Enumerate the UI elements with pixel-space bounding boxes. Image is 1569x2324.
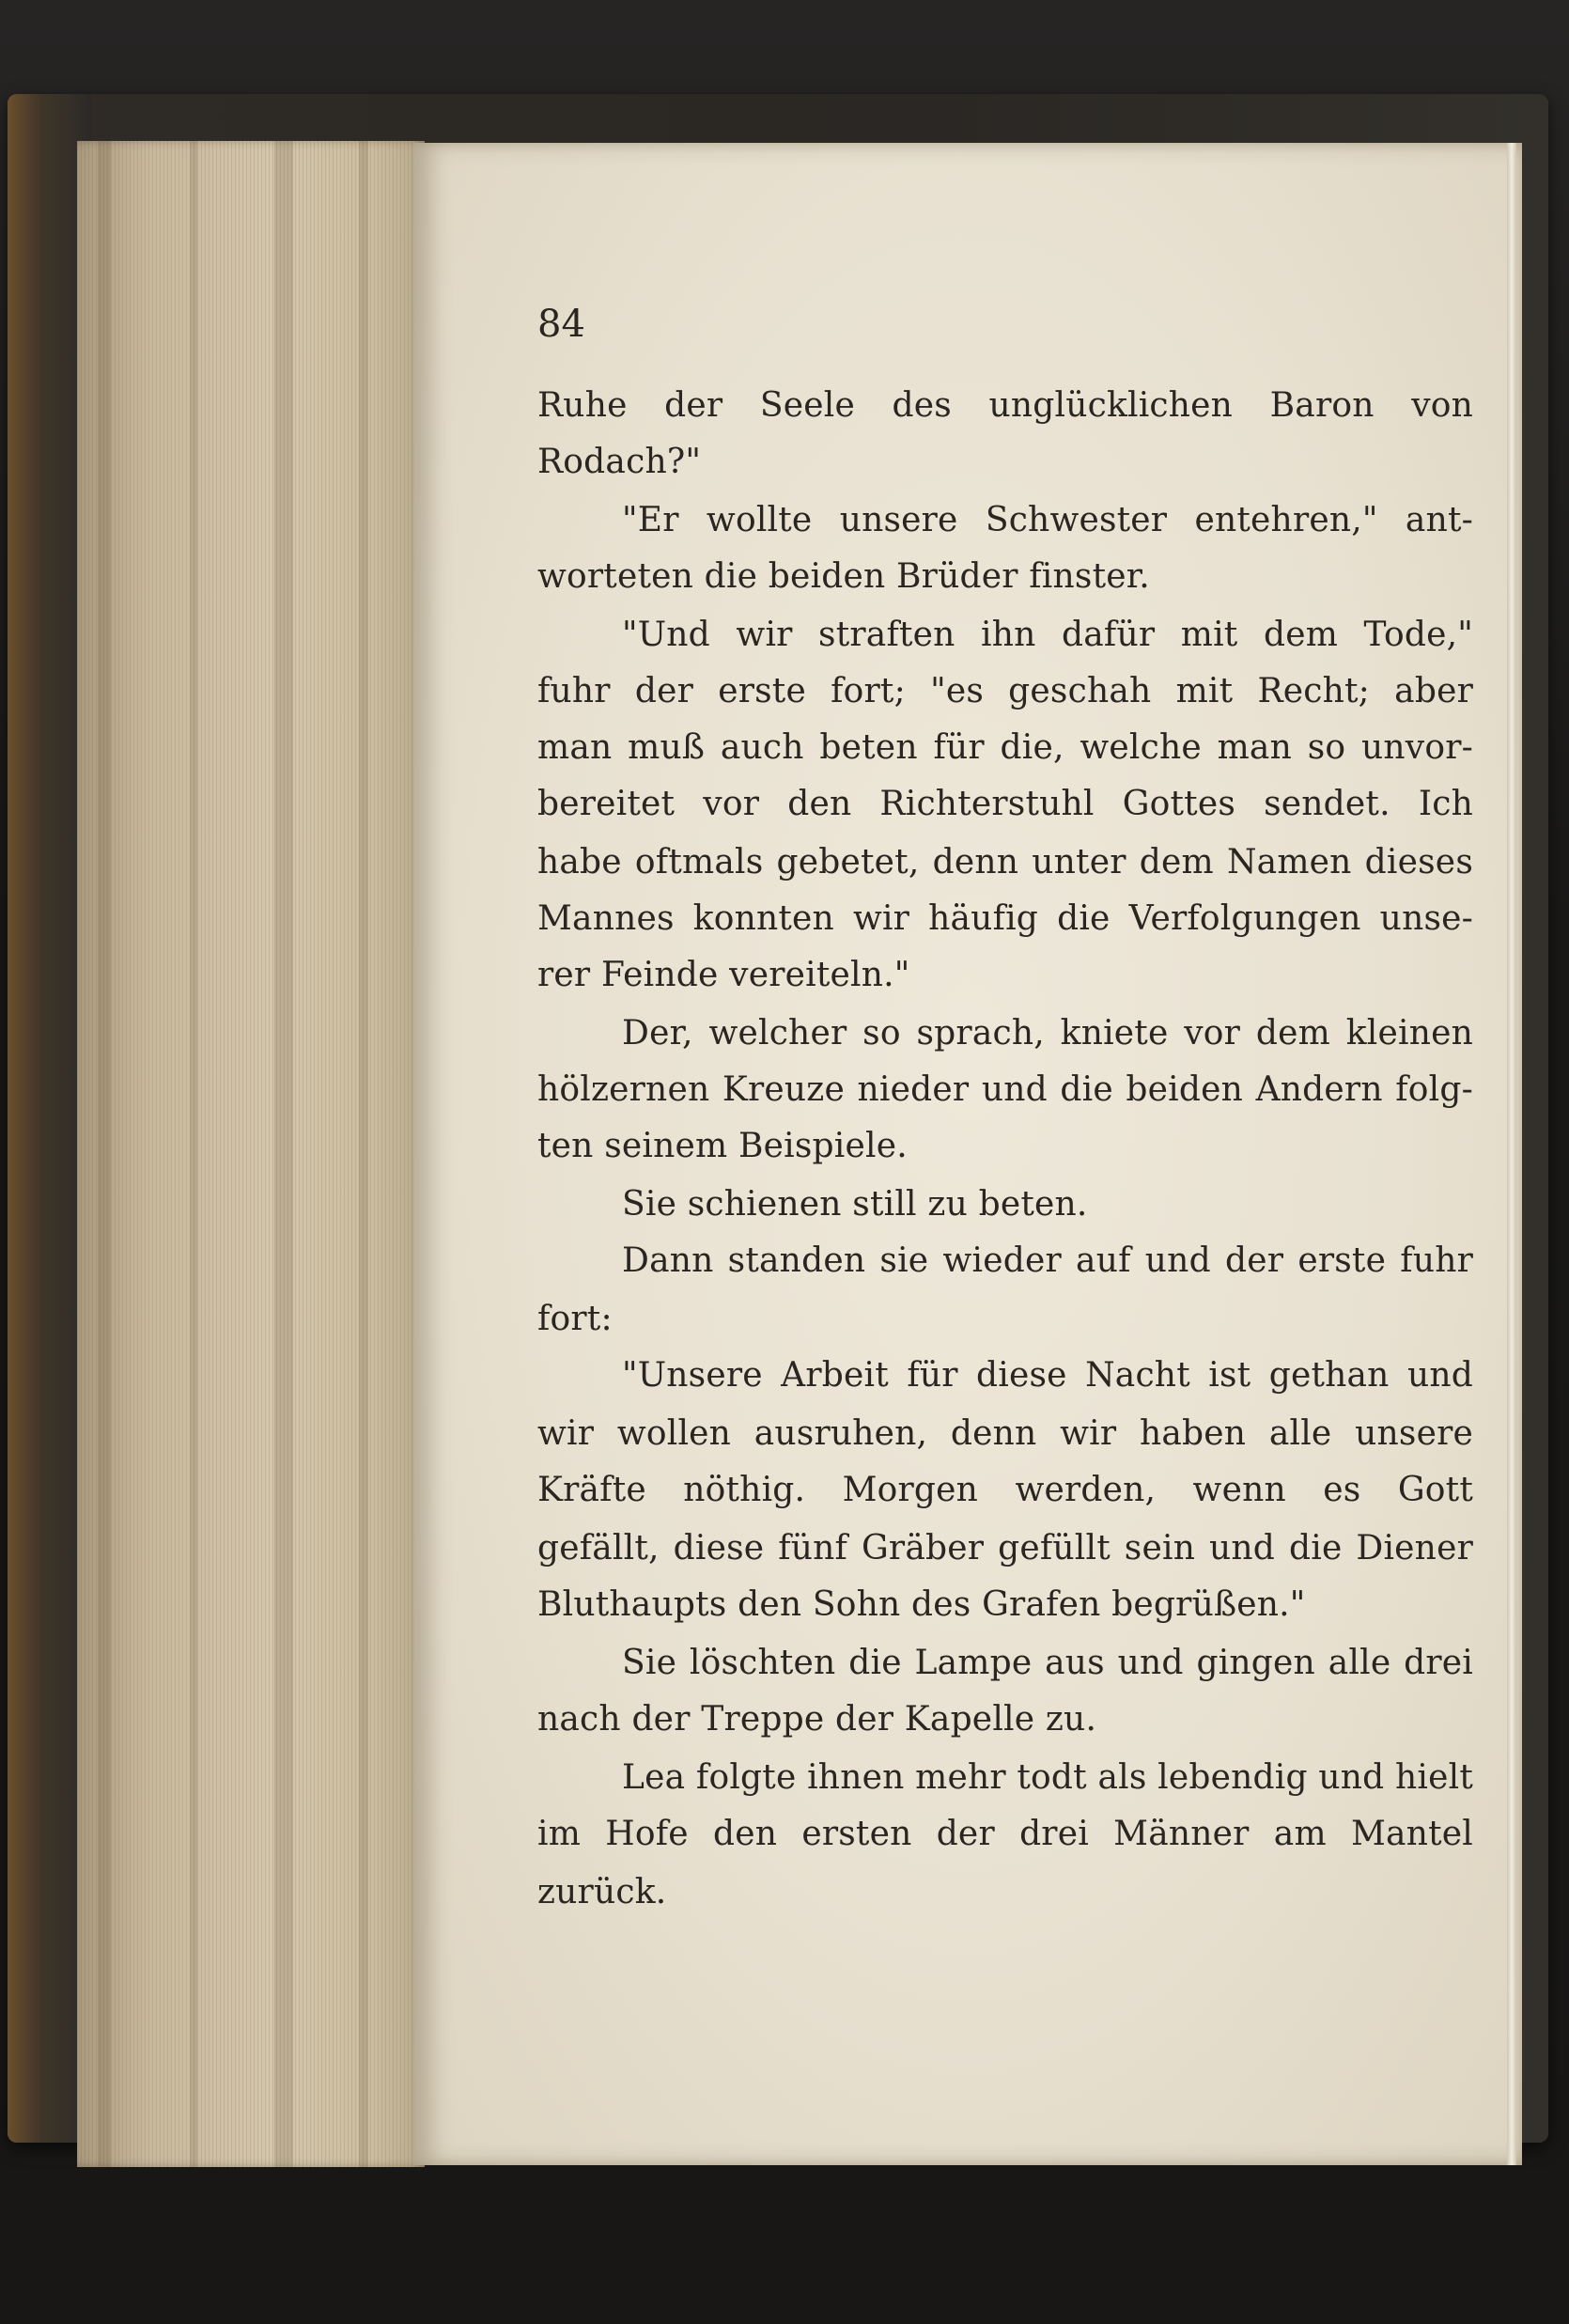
text-line: Der, welcher so sprach, kniete vor dem kleinen <box>622 1014 1473 1053</box>
text-line: bereitet vor den Richterstuhl Gottes sendet. Ich <box>537 785 1473 823</box>
text-line: "Er wollte unsere Schwester entehren," ant- <box>622 501 1473 539</box>
text-line: gefällt, diese fünf Gräber gefüllt sein und die Diener <box>537 1529 1473 1568</box>
text-line: Kräfte nöthig. Morgen werden, wenn es Gott <box>537 1471 1473 1509</box>
page-edge-band <box>359 141 368 2167</box>
text-line: zurück. <box>537 1873 667 1911</box>
text-line: Bluthaupts den Sohn des Grafen begrüßen." <box>537 1585 1306 1624</box>
text-line: man muß auch beten für die, welche man so unvor- <box>537 728 1473 767</box>
text-line: worteten die beiden Brüder finster. <box>537 557 1150 596</box>
text-line: im Hofe den ersten der drei Männer am Mantel <box>537 1815 1473 1853</box>
text-line: Rodach?" <box>537 443 702 481</box>
text-line: fort: <box>537 1300 613 1338</box>
text-line: habe oftmals gebetet, denn unter dem Namen dieses <box>537 843 1473 881</box>
page-edge-band <box>274 141 293 2167</box>
text-line: Sie schienen still zu beten. <box>622 1185 1088 1224</box>
text-line: Lea folgte ihnen mehr todt als lebendig und hielt <box>622 1758 1474 1797</box>
text-line: rer Feinde vereiteln." <box>537 956 910 994</box>
page-edges-stack <box>77 141 425 2167</box>
text-line: Dann standen sie wieder auf und der erste fuhr <box>622 1241 1473 1280</box>
page-edge-band <box>190 141 197 2167</box>
text-line: Mannes konnten wir häufig die Verfolgungen unse- <box>537 899 1473 938</box>
text-line: "Unsere Arbeit für diese Nacht ist gethan und <box>622 1356 1473 1395</box>
page-number: 84 <box>537 303 585 346</box>
text-line: ten seinem Beispiele. <box>537 1127 908 1165</box>
text-line: "Und wir straften ihn dafür mit dem Tode," <box>622 616 1473 654</box>
text-line: hölzernen Kreuze nieder und die beiden Andern folg- <box>537 1070 1473 1109</box>
text-line: Ruhe der Seele des unglücklichen Baron von <box>537 386 1473 425</box>
page-edge-band <box>98 141 111 2167</box>
page-fore-edge <box>1507 143 1516 2165</box>
text-line: nach der Treppe der Kapelle zu. <box>537 1700 1097 1739</box>
text-line: fuhr der erste fort; "es geschah mit Recht; aber <box>537 672 1473 710</box>
text-line: Sie löschten die Lampe aus und gingen alle drei <box>622 1644 1473 1682</box>
text-line: wir wollen ausruhen, denn wir haben alle unsere <box>537 1414 1473 1453</box>
